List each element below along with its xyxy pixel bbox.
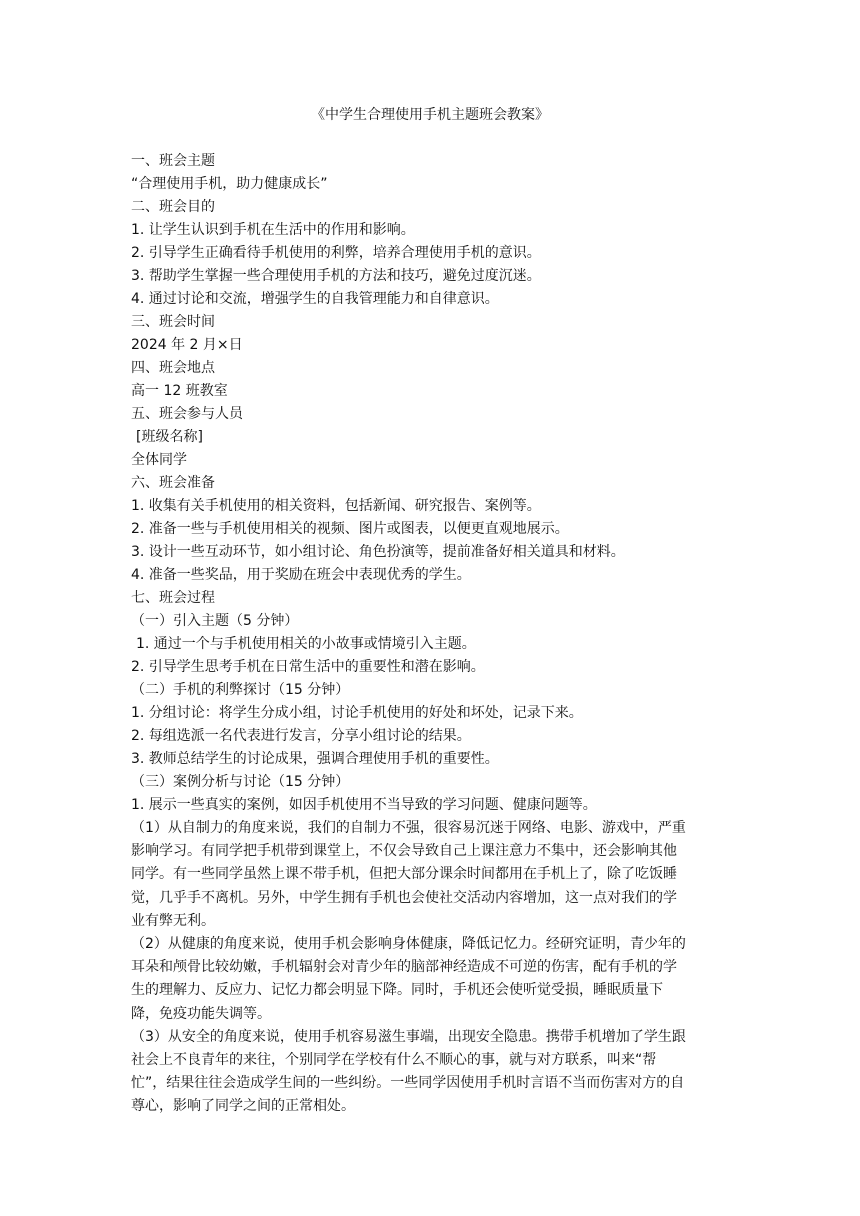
heading-preparation: 六、班会准备 <box>131 475 215 491</box>
paragraph-line: 影响学习。有同学把手机带到课堂上，不仅会导致自己上课注意力不集中，还会影响其他 <box>131 843 677 860</box>
heading-theme: 一、班会主题 <box>131 153 215 169</box>
pros-cons-item-3: 3. 教师总结学生的讨论成果，强调合理使用手机的重要性。 <box>131 751 499 767</box>
theme-slogan: “合理使用手机，助力健康成长” <box>131 176 328 192</box>
intro-item-1: 1. 通过一个与手机使用相关的小故事或情境引入主题。 <box>136 636 476 652</box>
paragraph-line: 耳朵和颅骨比较幼嫩，手机辐射会对青少年的脑部神经造成不可逆的伤害，配有手机的学 <box>131 959 677 976</box>
purpose-item-4: 4. 通过讨论和交流，增强学生的自我管理能力和自律意识。 <box>131 291 499 307</box>
paragraph-line: 同学。有一些同学虽然上课不带手机，但把大部分课余时间都用在手机上了，除了吃饭睡 <box>131 866 677 883</box>
heading-time: 三、班会时间 <box>131 314 215 330</box>
case-study-item-1: 1. 展示一些真实的案例，如因手机使用不当导致的学习问题、健康问题等。 <box>131 797 597 813</box>
subheading-case-study: （三）案例分析与讨论（15 分钟） <box>131 774 350 790</box>
participants: 全体同学 <box>131 452 187 468</box>
document-title: 《中学生合理使用手机主题班会教案》 <box>311 107 549 123</box>
heading-location: 四、班会地点 <box>131 360 215 376</box>
heading-process: 七、班会过程 <box>131 590 215 606</box>
paragraph-safety <box>131 1026 731 1119</box>
paragraph-line: （3）从安全的角度来说，使用手机容易滋生事端，出现安全隐患。携带手机增加了学生跟 <box>131 1028 686 1045</box>
paragraph-line: 忙”，结果往往会造成学生间的一些纠纷。一些同学因使用手机时言语不当而伤害对方的自 <box>131 1075 685 1092</box>
document-body <box>131 150 731 1119</box>
pros-cons-item-1: 1. 分组讨论：将学生分成小组，讨论手机使用的好处和坏处，记录下来。 <box>131 705 583 721</box>
paragraph-health <box>131 933 731 1026</box>
purpose-item-1: 1. 让学生认识到手机在生活中的作用和影响。 <box>131 222 415 238</box>
subheading-pros-cons: （二）手机的利弊探讨（15 分钟） <box>131 682 350 698</box>
intro-item-2: 2. 引导学生思考手机在日常生活中的重要性和潜在影响。 <box>131 659 485 675</box>
preparation-item-4: 4. 准备一些奖品，用于奖励在班会中表现优秀的学生。 <box>131 567 471 583</box>
class-name-placeholder: [班级名称] <box>136 429 203 445</box>
paragraph-line: 社会上不良青年的来往，个别同学在学校有什么不顺心的事，就与对方联系，叫来“帮 <box>131 1052 657 1069</box>
preparation-item-3: 3. 设计一些互动环节，如小组讨论、角色扮演等，提前准备好相关道具和材料。 <box>131 544 625 560</box>
paragraph-line: （2）从健康的角度来说，使用手机会影响身体健康，降低记忆力。经研究证明，青少年的 <box>131 936 686 953</box>
paragraph-line: 生的理解力、反应力、记忆力都会明显下降。同时，手机还会使听觉受损，睡眠质量下 <box>131 982 663 999</box>
meeting-date: 2024 年 2 月×日 <box>131 337 243 353</box>
pros-cons-item-2: 2. 每组选派一名代表进行发言，分享小组讨论的结果。 <box>131 728 471 744</box>
paragraph-line: （1）从自制力的角度来说，我们的自制力不强，很容易沉迷于网络、电影、游戏中，严重 <box>131 820 686 836</box>
purpose-item-2: 2. 引导学生正确看待手机使用的利弊，培养合理使用手机的意识。 <box>131 245 541 261</box>
paragraph-line: 尊心，影响了同学之间的正常相处。 <box>131 1098 355 1115</box>
purpose-item-3: 3. 帮助学生掌握一些合理使用手机的方法和技巧，避免过度沉迷。 <box>131 268 541 284</box>
paragraph-self-control <box>131 817 731 933</box>
preparation-item-1: 1. 收集有关手机使用的相关资料，包括新闻、研究报告、案例等。 <box>131 498 541 514</box>
subheading-intro: （一）引入主题（5 分钟） <box>131 613 299 629</box>
paragraph-line: 觉，几乎手不离机。另外，中学生拥有手机也会使社交活动内容增加，这一点对我们的学 <box>131 889 677 906</box>
heading-participants: 五、班会参与人员 <box>131 406 243 422</box>
meeting-location: 高一 12 班教室 <box>131 383 228 399</box>
paragraph-line: 业有弊无利。 <box>131 912 215 929</box>
heading-purpose: 二、班会目的 <box>131 199 215 215</box>
paragraph-line: 降，免疫功能失调等。 <box>131 1005 271 1022</box>
preparation-item-2: 2. 准备一些与手机使用相关的视频、图片或图表，以便更直观地展示。 <box>131 521 569 537</box>
